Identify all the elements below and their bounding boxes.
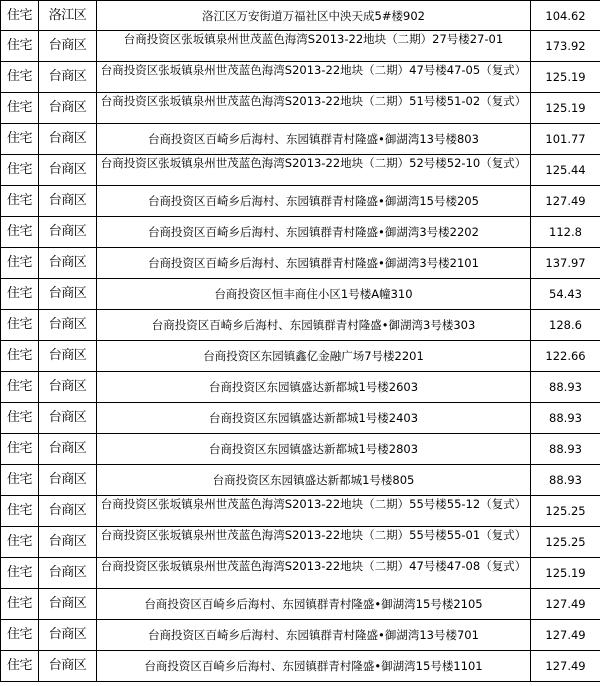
address-cell: 台商投资区东园镇盛达新都城1号楼2403 bbox=[97, 403, 531, 434]
district-cell: 台商区 bbox=[39, 527, 97, 558]
address-cell: 台商投资区百崎乡后海村、东园镇群青村隆盛•御湖湾13号楼701 bbox=[97, 620, 531, 651]
address-cell: 台商投资区张坂镇泉州世茂蓝色海湾S2013-22地块（二期）47号楼47-05（复式） bbox=[97, 62, 531, 93]
area-cell: 125.25 bbox=[531, 527, 600, 558]
area-cell: 125.19 bbox=[531, 62, 600, 93]
area-cell: 112.8 bbox=[531, 217, 600, 248]
area-cell: 122.66 bbox=[531, 341, 600, 372]
address-cell: 台商投资区东园镇盛达新都城1号楼805 bbox=[97, 465, 531, 496]
address-cell: 台商投资区张坂镇泉州世茂蓝色海湾S2013-22地块（二期）51号楼51-02（复式） bbox=[97, 93, 531, 124]
address-cell: 台商投资区百崎乡后海村、东园镇群青村隆盛•御湖湾15号楼1101 bbox=[97, 651, 531, 682]
address-cell: 台商投资区百崎乡后海村、东园镇群青村隆盛•御湖湾15号楼2105 bbox=[97, 589, 531, 620]
table-row bbox=[1, 217, 600, 248]
district-cell: 台商区 bbox=[39, 62, 97, 93]
district-cell: 台商区 bbox=[39, 496, 97, 527]
property-type-cell: 住宅 bbox=[1, 279, 39, 310]
district-cell: 台商区 bbox=[39, 124, 97, 155]
area-cell: 125.19 bbox=[531, 558, 600, 589]
area-cell: 88.93 bbox=[531, 465, 600, 496]
area-cell: 88.93 bbox=[531, 403, 600, 434]
area-cell: 54.43 bbox=[531, 279, 600, 310]
district-cell: 台商区 bbox=[39, 186, 97, 217]
district-cell: 台商区 bbox=[39, 31, 97, 62]
area-cell: 127.49 bbox=[531, 651, 600, 682]
property-type-cell: 住宅 bbox=[1, 496, 39, 527]
table-row bbox=[1, 527, 600, 558]
property-type-cell: 住宅 bbox=[1, 248, 39, 279]
table-row bbox=[1, 310, 600, 341]
table-row bbox=[1, 341, 600, 372]
table-row bbox=[1, 124, 600, 155]
table-row bbox=[1, 62, 600, 93]
address-cell: 台商投资区百崎乡后海村、东园镇群青村隆盛•御湖湾13号楼803 bbox=[97, 124, 531, 155]
area-cell: 128.6 bbox=[531, 310, 600, 341]
table-row bbox=[1, 496, 600, 527]
district-cell: 台商区 bbox=[39, 372, 97, 403]
property-type-cell: 住宅 bbox=[1, 341, 39, 372]
area-cell: 127.49 bbox=[531, 589, 600, 620]
district-cell: 台商区 bbox=[39, 248, 97, 279]
district-cell: 台商区 bbox=[39, 651, 97, 682]
district-cell: 台商区 bbox=[39, 217, 97, 248]
address-cell: 台商投资区张坂镇泉州世茂蓝色海湾S2013-22地块（二期）52号楼52-10（复式） bbox=[97, 155, 531, 186]
area-cell: 127.49 bbox=[531, 186, 600, 217]
table-row bbox=[1, 372, 600, 403]
table-row bbox=[1, 651, 600, 682]
address-cell: 台商投资区百崎乡后海村、东园镇群青村隆盛•御湖湾3号楼2101 bbox=[97, 248, 531, 279]
table-row bbox=[1, 31, 600, 62]
address-cell: 台商投资区东园镇盛达新都城1号楼2603 bbox=[97, 372, 531, 403]
area-cell: 88.93 bbox=[531, 372, 600, 403]
address-cell: 台商投资区百崎乡后海村、东园镇群青村隆盛•御湖湾3号楼303 bbox=[97, 310, 531, 341]
property-type-cell: 住宅 bbox=[1, 62, 39, 93]
property-type-cell: 住宅 bbox=[1, 620, 39, 651]
district-cell: 台商区 bbox=[39, 279, 97, 310]
address-cell: 台商投资区东园镇鑫亿金融广场7号楼2201 bbox=[97, 341, 531, 372]
address-cell: 台商投资区百崎乡后海村、东园镇群青村隆盛•御湖湾15号楼205 bbox=[97, 186, 531, 217]
area-cell: 125.19 bbox=[531, 93, 600, 124]
table-row bbox=[1, 434, 600, 465]
address-cell: 台商投资区张坂镇泉州世茂蓝色海湾S2013-22地块（二期）55号楼55-12（复式） bbox=[97, 496, 531, 527]
property-table-body bbox=[1, 1, 600, 682]
address-cell: 洛江区万安街道万福社区中泱天成5#楼902 bbox=[97, 1, 531, 31]
district-cell: 台商区 bbox=[39, 341, 97, 372]
area-cell: 101.77 bbox=[531, 124, 600, 155]
district-cell: 洛江区 bbox=[39, 1, 97, 31]
address-cell: 台商投资区百崎乡后海村、东园镇群青村隆盛•御湖湾3号楼2202 bbox=[97, 217, 531, 248]
table-row bbox=[1, 248, 600, 279]
address-cell: 台商投资区恒丰商住小区1号楼A幢310 bbox=[97, 279, 531, 310]
area-cell: 125.25 bbox=[531, 496, 600, 527]
table-row bbox=[1, 620, 600, 651]
property-type-cell: 住宅 bbox=[1, 403, 39, 434]
table-row bbox=[1, 465, 600, 496]
property-type-cell: 住宅 bbox=[1, 1, 39, 31]
district-cell: 台商区 bbox=[39, 589, 97, 620]
area-cell: 173.92 bbox=[531, 31, 600, 62]
area-cell: 125.44 bbox=[531, 155, 600, 186]
district-cell: 台商区 bbox=[39, 403, 97, 434]
address-cell: 台商投资区东园镇盛达新都城1号楼2803 bbox=[97, 434, 531, 465]
property-type-cell: 住宅 bbox=[1, 186, 39, 217]
table-row bbox=[1, 279, 600, 310]
property-type-cell: 住宅 bbox=[1, 465, 39, 496]
area-cell: 104.62 bbox=[531, 1, 600, 31]
table-row bbox=[1, 186, 600, 217]
district-cell: 台商区 bbox=[39, 155, 97, 186]
table-row bbox=[1, 403, 600, 434]
address-cell: 台商投资区张坂镇泉州世茂蓝色海湾S2013-22地块（二期）55号楼55-01（复式） bbox=[97, 527, 531, 558]
table-row bbox=[1, 155, 600, 186]
area-cell: 88.93 bbox=[531, 434, 600, 465]
table-row bbox=[1, 558, 600, 589]
property-type-cell: 住宅 bbox=[1, 93, 39, 124]
district-cell: 台商区 bbox=[39, 434, 97, 465]
table-row bbox=[1, 589, 600, 620]
property-type-cell: 住宅 bbox=[1, 372, 39, 403]
property-type-cell: 住宅 bbox=[1, 589, 39, 620]
area-cell: 137.97 bbox=[531, 248, 600, 279]
district-cell: 台商区 bbox=[39, 93, 97, 124]
property-type-cell: 住宅 bbox=[1, 651, 39, 682]
property-type-cell: 住宅 bbox=[1, 124, 39, 155]
table-row bbox=[1, 1, 600, 31]
district-cell: 台商区 bbox=[39, 465, 97, 496]
table-row bbox=[1, 93, 600, 124]
district-cell: 台商区 bbox=[39, 620, 97, 651]
district-cell: 台商区 bbox=[39, 558, 97, 589]
address-cell: 台商投资区张坂镇泉州世茂蓝色海湾S2013-22地块（二期）47号楼47-08（复式） bbox=[97, 558, 531, 589]
property-type-cell: 住宅 bbox=[1, 527, 39, 558]
property-type-cell: 住宅 bbox=[1, 310, 39, 341]
district-cell: 台商区 bbox=[39, 310, 97, 341]
property-type-cell: 住宅 bbox=[1, 217, 39, 248]
address-cell: 台商投资区张坂镇泉州世茂蓝色海湾S2013-22地块（二期）27号楼27-01 bbox=[97, 31, 531, 62]
area-cell: 127.49 bbox=[531, 620, 600, 651]
property-type-cell: 住宅 bbox=[1, 155, 39, 186]
property-type-cell: 住宅 bbox=[1, 31, 39, 62]
property-type-cell: 住宅 bbox=[1, 434, 39, 465]
property-type-cell: 住宅 bbox=[1, 558, 39, 589]
